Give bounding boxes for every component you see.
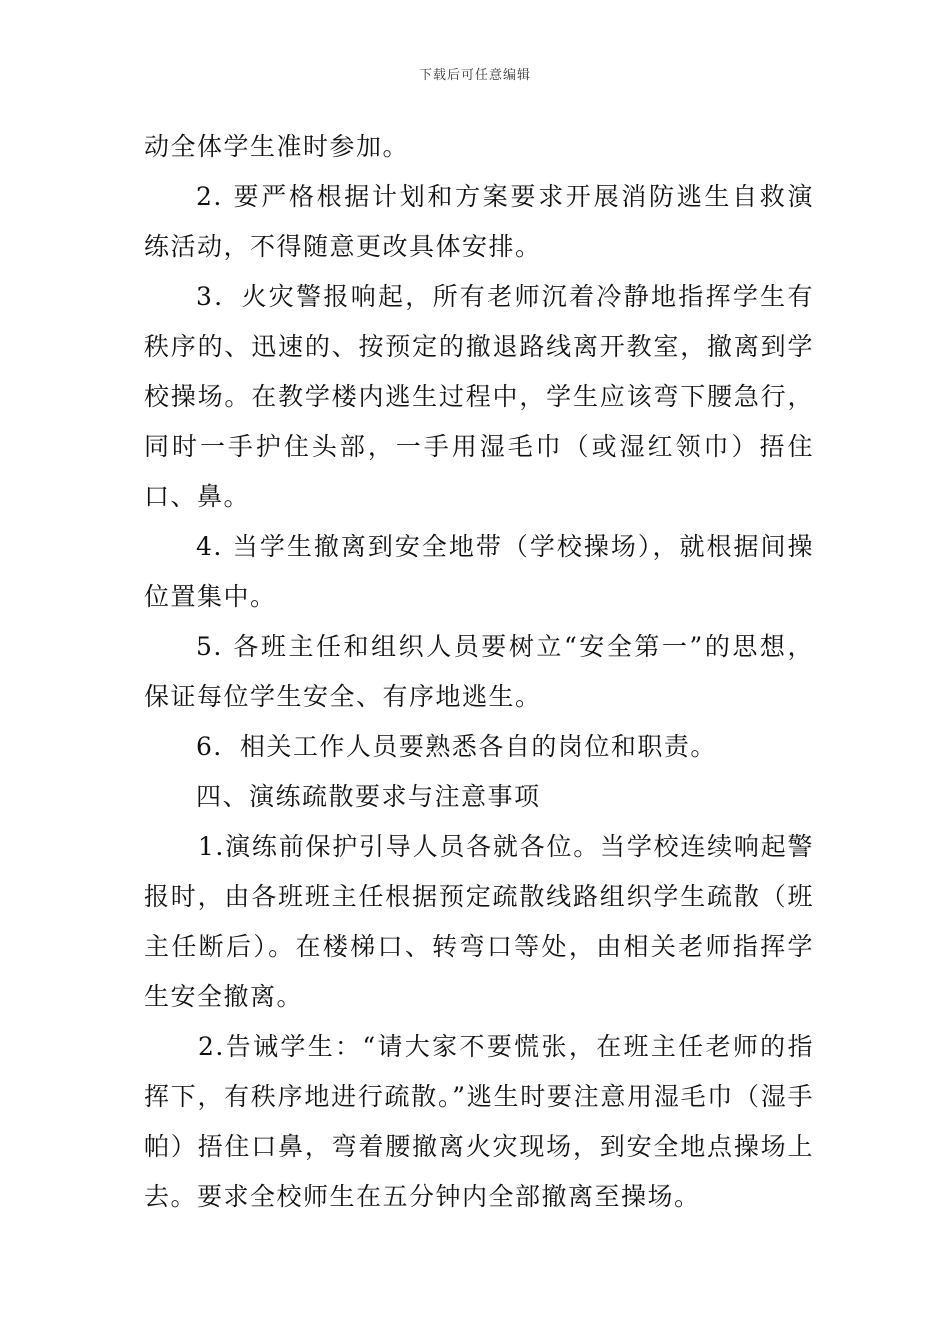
- document-body: [144, 122, 814, 1222]
- page-header: 下载后可任意编辑: [418, 68, 531, 83]
- paragraph-requirement-1: 1.演练前保护引导人员各就各位。当学校连续响起警报时，由各班班主任根据预定疏散线路组织学生疏散（班主任断后）。在楼梯口、转弯口等处，由相关老师指挥学生安全撤离。: [144, 832, 814, 1011]
- paragraph-item-3: 3．火灾警报响起，所有老师沉着冷静地指挥学生有秩序的、迅速的、按预定的撤退路线离开教室，撤离到学校操场。在教学楼内逃生过程中，学生应该弯下腰急行，同时一手护住头部，一手用湿毛巾（或湿红领巾）捂住口、鼻。: [144, 282, 814, 511]
- paragraph-requirement-2: 2.告诫学生：“请大家不要慌张，在班主任老师的指挥下，有秩序地进行疏散。”逃生时要注意用湿毛巾（湿手帕）捂住口鼻，弯着腰撤离火灾现场，到安全地点操场上去。要求全校师生在五分钟内全部撤离至操场。: [144, 1032, 814, 1211]
- paragraph-item-2: 2. 要严格根据计划和方案要求开展消防逃生自救演练活动，不得随意更改具体安排。: [144, 182, 814, 261]
- section-heading: 四、演练疏散要求与注意事项: [196, 782, 541, 811]
- paragraph-continuation: 动全体学生准时参加。: [144, 132, 410, 161]
- paragraph-item-4: 4. 当学生撤离到安全地带（学校操场），就根据间操位置集中。: [144, 532, 814, 611]
- paragraph-item-5: 5. 各班主任和组织人员要树立“安全第一”的思想，保证每位学生安全、有序地逃生。: [144, 632, 814, 711]
- paragraph-item-6: 6．相关工作人员要熟悉各自的岗位和职责。: [196, 732, 717, 761]
